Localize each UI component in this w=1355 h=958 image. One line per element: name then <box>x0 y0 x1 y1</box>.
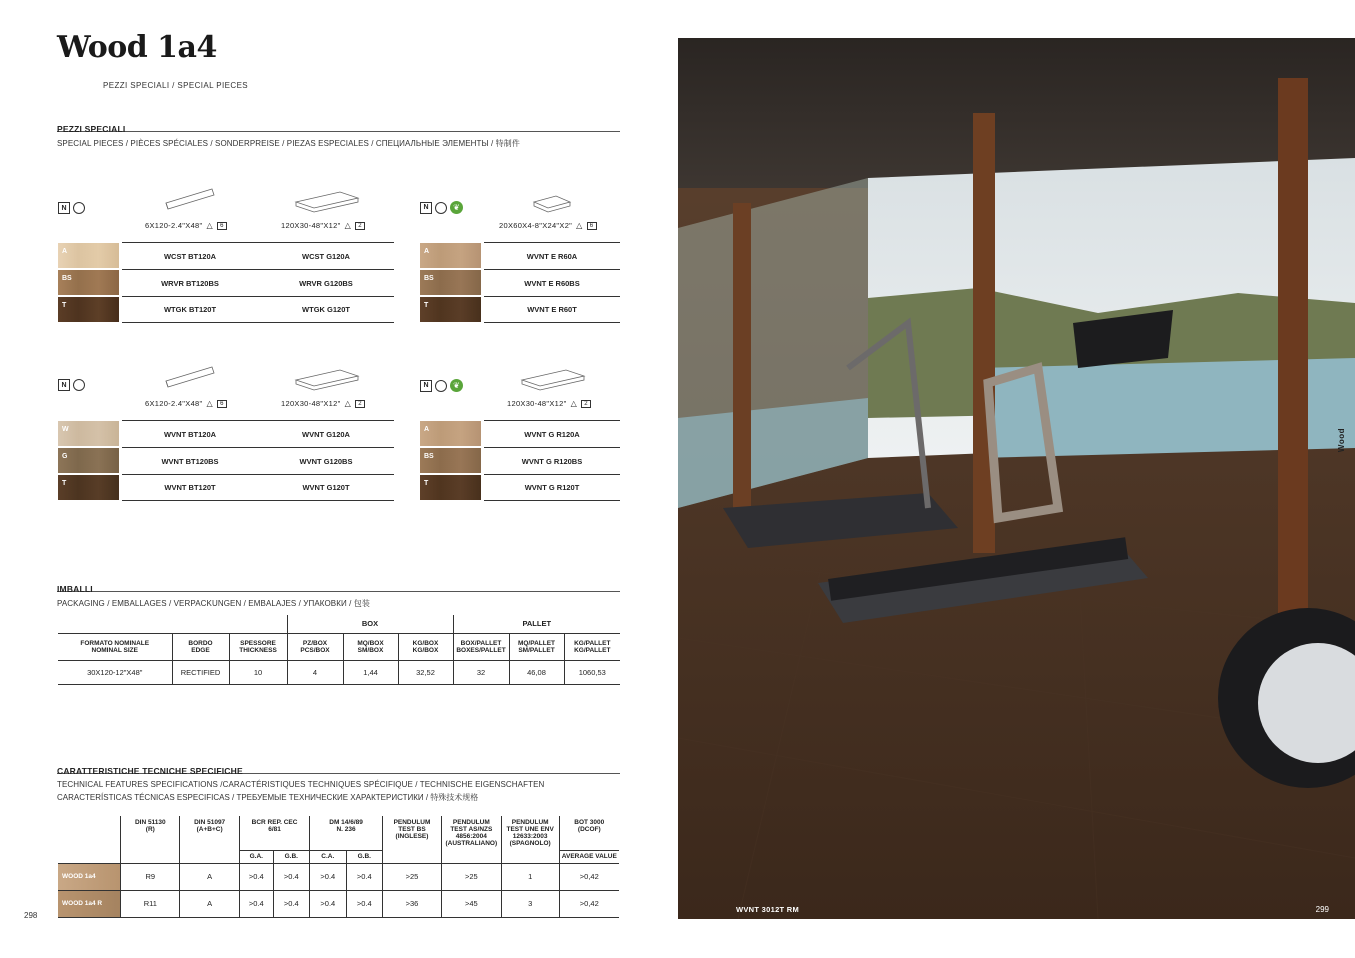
code-row: WVNT E R60T <box>484 296 620 323</box>
box-count-icon: 6 <box>217 222 227 230</box>
step-tread-drawing <box>292 366 362 396</box>
code-row: WVNT G R120T <box>484 474 620 501</box>
page-title: Wood 1a4 <box>57 30 217 65</box>
row-label: WOOD 1a4 <box>58 863 121 890</box>
n-badge: N <box>420 202 432 214</box>
packaging-header <box>57 584 620 609</box>
step-tread-drawing <box>518 366 588 396</box>
color-swatch-w: W <box>58 421 119 446</box>
gym-photo <box>678 38 1355 919</box>
col-pendulum-une: PENDULUM TEST UNE ENV 12633:2003 (SPAGNOLO) <box>501 816 559 863</box>
tech-header-row <box>58 816 619 850</box>
size-label: 120X30-48"X12" △ 2 <box>281 221 365 230</box>
n-badge: N <box>58 202 70 214</box>
triangle-icon: △ <box>570 399 578 408</box>
circle-badge <box>435 380 447 392</box>
color-swatch-g: G <box>58 448 119 473</box>
box-count-icon: 6 <box>217 400 227 408</box>
color-swatch-t: T <box>58 475 119 500</box>
side-label: Wood <box>1337 428 1346 453</box>
triangle-icon: △ <box>206 399 213 408</box>
code-row: WTGK BT120T WTGK G120T <box>122 296 394 323</box>
row-label: WOOD 1a4 R <box>58 890 121 917</box>
triangle-icon: △ <box>576 221 583 230</box>
col-bcr: BCR REP. CEC 6/81 <box>240 816 310 850</box>
color-swatch-a: A <box>420 421 481 446</box>
color-swatch-t: T <box>420 475 481 500</box>
col-din51130: DIN 51130 (R) <box>121 816 180 863</box>
corner-piece-drawing <box>530 192 575 217</box>
photo-caption: WVNT 3012T RM <box>736 905 800 914</box>
col-bot3000: BOT 3000 (DCOF) <box>559 816 619 850</box>
col-pcs-box: PZ/BOX PCS/BOX <box>287 633 343 660</box>
step-strip-drawing <box>160 363 220 393</box>
color-swatch-t: T <box>420 297 481 322</box>
col-thickness: SPESSORE THICKNESS <box>229 633 287 660</box>
col-sm-pallet: MQ/PALLET SM/PALLET <box>509 633 564 660</box>
size-label: 120X30-48"X12" △ 2 <box>507 399 591 408</box>
col-pendulum-bs: PENDULUM TEST BS (INGLESE) <box>383 816 442 863</box>
size-label: 120X30-48"X12" △ 2 <box>281 399 365 408</box>
code-row: WVNT G R120BS <box>484 447 620 474</box>
col-boxes-pallet: BOX/PALLET BOXES/PALLET <box>453 633 509 660</box>
box-count-icon: 2 <box>581 400 591 408</box>
tech-subtitle-1: TECHNICAL FEATURES SPECIFICATIONS /CARACTÉRISTIQUES TECHNIQUES SPÉCIFIQUE / TECHNISCHE EIGENSCHAFTEN <box>57 780 545 789</box>
color-swatch-bs: BS <box>420 448 481 473</box>
col-kg-box: KG/BOX KG/BOX <box>398 633 453 660</box>
step-strip-drawing <box>160 185 220 215</box>
special-pieces-title: PEZZI SPECIALI <box>57 124 126 134</box>
code-row: WVNT BT120A WVNT G120A <box>122 420 394 447</box>
code-row: WRVR BT120BS WRVR G120BS <box>122 269 394 296</box>
packaging-table <box>58 615 620 685</box>
triangle-icon: △ <box>206 221 213 230</box>
color-swatch-bs: BS <box>58 270 119 295</box>
page-number-right: 299 <box>1315 905 1329 914</box>
tech-header <box>57 766 620 803</box>
packaging-title: IMBALLI <box>57 584 93 594</box>
gym-scene-illustration <box>678 38 1355 919</box>
pallet-group-header: PALLET <box>453 615 620 633</box>
badges-group-1 <box>58 202 85 214</box>
page-number-left: 298 <box>24 911 38 920</box>
color-swatch-a: A <box>58 243 119 268</box>
tech-subtitle-2: CARACTERÍSTICAS TÉCNICAS ESPECIFICAS / ТРЕБУЕМЫЕ ТЕХНИЧЕСКИЕ ХАРАКТЕРИСТИКИ / 特殊技术规格 <box>57 793 479 802</box>
size-label: 6X120-2.4"X48" △ 6 <box>145 399 227 408</box>
special-pieces-subtitle: SPECIAL PIECES / PIÈCES SPÉCIALES / SONDERPREISE / PIEZAS ESPECIALES / СПЕЦИАЛЬНЫЕ ЭЛЕМЕНТЫ / 特制件 <box>57 139 520 148</box>
code-row: WCST BT120A WCST G120A <box>122 242 394 269</box>
table-row: 30X120-12"X48" RECTIFIED 10 4 1,44 32,52 32 46,08 1060,53 <box>58 660 620 684</box>
packaging-subtitle: PACKAGING / EMBALLAGES / VERPACKUNGEN / EMBALAJES / УПАКОВКИ / 包装 <box>57 599 370 608</box>
col-din51097: DIN 51097 (A+B+C) <box>180 816 240 863</box>
code-row: WVNT BT120BS WVNT G120BS <box>122 447 394 474</box>
col-sm-box: MQ/BOX SM/BOX <box>343 633 398 660</box>
box-count-icon: 2 <box>355 400 365 408</box>
tech-title: CARATTERISTICHE TECNICHE SPECIFICHE <box>57 766 243 776</box>
badges-group-4 <box>420 379 463 392</box>
size-label: 20X60X4-8"X24"X2" △ 6 <box>499 221 597 230</box>
page-subtitle: PEZZI SPECIALI / SPECIAL PIECES <box>103 81 249 90</box>
code-row: WVNT BT120T WVNT G120T <box>122 474 394 501</box>
n-badge: N <box>420 380 432 392</box>
circle-badge <box>435 202 447 214</box>
circle-badge <box>73 379 85 391</box>
size-label: 6X120-2.4"X48" △ 6 <box>145 221 227 230</box>
packaging-header-row <box>58 633 620 660</box>
n-badge: N <box>58 379 70 391</box>
color-swatch-t: T <box>58 297 119 322</box>
triangle-icon: △ <box>344 221 352 230</box>
col-nominal-size: FORMATO NOMINALE NOMINAL SIZE <box>80 639 150 654</box>
code-row: WVNT E R60BS <box>484 269 620 296</box>
step-tread-drawing <box>292 188 362 218</box>
color-swatch-a: A <box>420 243 481 268</box>
code-row: WVNT E R60A <box>484 242 620 269</box>
col-kg-pallet: KG/PALLET KG/PALLET <box>564 633 620 660</box>
tech-table: DIN 51130 (R) DIN 51097 (A+B+C) BCR REP. CEC 6/81 DM 14/6/89 N. 236 PENDULUM TEST BS (INGLESE) PENDULUM TEST AS/NZS 4856:2004 (AUSTRALIANO) PENDULUM TEST UNE ENV 12633:2003 (SPAGNOLO) BOT 3000 (DCOF) G.A. G.B. C.A. G.B. AVERAGE VALUE WOOD 1a4 R9 A >0.4 >0.4 >0.4 >0.4 >25 >25 1 >0,42 WOOD 1a4 R R11 A >0.4 >0.4 >0.4 >0.4 >36 >45 3 >0,42 <box>58 816 619 918</box>
triangle-icon: △ <box>344 399 352 408</box>
badges-group-2 <box>420 201 463 214</box>
table-row: WOOD 1a4 R9 A >0.4 >0.4 >0.4 >0.4 >25 >25 1 >0,42 <box>58 863 619 890</box>
box-count-icon: 6 <box>587 222 597 230</box>
special-pieces-header <box>57 124 620 149</box>
box-group-header: BOX <box>287 615 453 633</box>
circle-badge <box>73 202 85 214</box>
color-swatch-bs: BS <box>420 270 481 295</box>
leaf-icon: ❦ <box>450 201 463 214</box>
code-row: WVNT G R120A <box>484 420 620 447</box>
box-count-icon: 2 <box>355 222 365 230</box>
badges-group-3 <box>58 379 85 391</box>
leaf-icon: ❦ <box>450 379 463 392</box>
col-edge: BORDO EDGE <box>172 633 229 660</box>
table-row: WOOD 1a4 R R11 A >0.4 >0.4 >0.4 >0.4 >36 >45 3 >0,42 <box>58 890 619 917</box>
col-pendulum-as: PENDULUM TEST AS/NZS 4856:2004 (AUSTRALIANO) <box>441 816 501 863</box>
col-dm: DM 14/6/89 N. 236 <box>310 816 383 850</box>
